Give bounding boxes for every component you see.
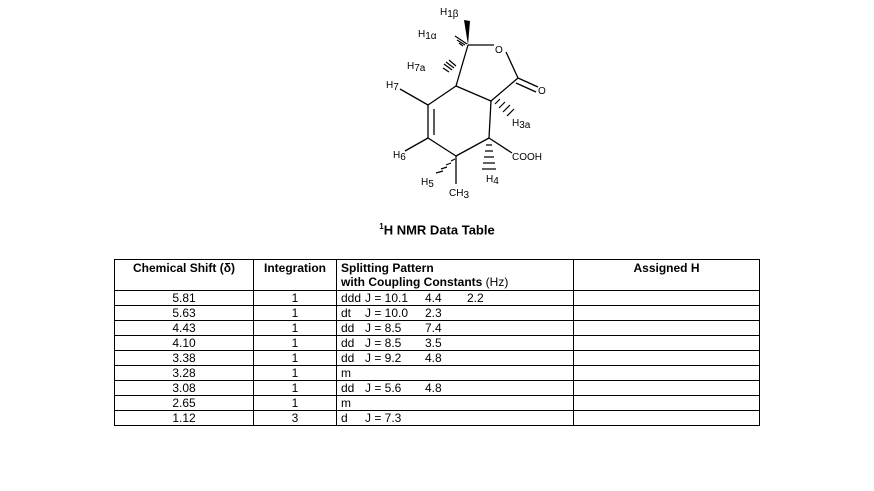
bond-c7a-c7 bbox=[428, 86, 456, 105]
table-header-row bbox=[115, 260, 760, 291]
label-cooh: COOH bbox=[512, 152, 542, 163]
coupling-constant-1: J = 7.3 bbox=[365, 411, 402, 425]
hash-h7a bbox=[443, 60, 456, 72]
cell-assigned-h[interactable] bbox=[574, 306, 760, 321]
coupling-constant-1: J = 8.5 bbox=[365, 321, 402, 335]
coupling-constant-2: 4.4 bbox=[425, 291, 442, 305]
label-ch3: CH3 bbox=[449, 188, 470, 201]
cell-integration: 1 bbox=[254, 321, 337, 336]
splitting-multiplicity: dd bbox=[341, 321, 355, 335]
header-splitting-pattern bbox=[337, 260, 574, 291]
table-body bbox=[115, 291, 760, 426]
cell-integration: 1 bbox=[254, 366, 337, 381]
header-integration: Integration bbox=[254, 260, 337, 291]
cell-splitting-pattern bbox=[337, 411, 574, 426]
bond-c6-c5 bbox=[428, 138, 456, 156]
header-splitting-line1: Splitting Pattern bbox=[341, 261, 434, 275]
coupling-constant-1: J = 8.5 bbox=[365, 336, 402, 350]
cell-chemical-shift: 3.08 bbox=[115, 381, 254, 396]
cell-splitting-pattern bbox=[337, 366, 574, 381]
cell-chemical-shift: 4.10 bbox=[115, 336, 254, 351]
cell-integration: 1 bbox=[254, 396, 337, 411]
label-h7: H7 bbox=[386, 80, 399, 93]
cell-assigned-h[interactable] bbox=[574, 366, 760, 381]
cell-integration: 1 bbox=[254, 351, 337, 366]
coupling-constant-2: 3.5 bbox=[425, 336, 442, 350]
wedge-h1b bbox=[464, 20, 470, 45]
hash-h5 bbox=[436, 159, 455, 173]
cell-chemical-shift: 3.38 bbox=[115, 351, 254, 366]
cell-integration: 1 bbox=[254, 291, 337, 306]
cell-assigned-h[interactable] bbox=[574, 291, 760, 306]
cell-integration: 1 bbox=[254, 306, 337, 321]
splitting-multiplicity: m bbox=[341, 396, 351, 410]
bond-c6-h6 bbox=[405, 138, 428, 151]
bond-c5-c4 bbox=[456, 138, 489, 156]
splitting-multiplicity: dd bbox=[341, 381, 355, 395]
table-row bbox=[115, 336, 760, 351]
cell-splitting-pattern bbox=[337, 336, 574, 351]
coupling-constant-2: 4.8 bbox=[425, 351, 442, 365]
cell-splitting-pattern bbox=[337, 396, 574, 411]
bond-o-c3 bbox=[506, 52, 518, 78]
table-row bbox=[115, 411, 760, 426]
header-assigned-h: Assigned H bbox=[574, 260, 760, 291]
label-h1a: H1α bbox=[418, 29, 437, 42]
table-title bbox=[0, 222, 874, 237]
cell-integration: 1 bbox=[254, 381, 337, 396]
cell-assigned-h[interactable] bbox=[574, 336, 760, 351]
label-h3a: H3a bbox=[512, 118, 531, 131]
wedge-bonds bbox=[464, 20, 470, 45]
table-row bbox=[115, 321, 760, 336]
cell-chemical-shift: 3.28 bbox=[115, 366, 254, 381]
cell-chemical-shift: 5.81 bbox=[115, 291, 254, 306]
coupling-constant-2: 2.3 bbox=[425, 306, 442, 320]
splitting-multiplicity: ddd bbox=[341, 291, 362, 305]
hash-h4 bbox=[482, 145, 496, 169]
coupling-constant-1: J = 10.1 bbox=[365, 291, 409, 305]
label-o-ring: O bbox=[495, 45, 503, 56]
splitting-multiplicity: d bbox=[341, 411, 348, 425]
label-h4: H4 bbox=[486, 174, 499, 187]
table-row bbox=[115, 291, 760, 306]
hash-h3a bbox=[495, 99, 514, 116]
label-h5: H5 bbox=[421, 177, 434, 190]
splitting-multiplicity: dd bbox=[341, 336, 355, 350]
cell-chemical-shift: 5.63 bbox=[115, 306, 254, 321]
coupling-constant-2: 7.4 bbox=[425, 321, 442, 335]
nmr-data-table bbox=[114, 259, 760, 426]
splitting-multiplicity: dd bbox=[341, 351, 355, 365]
coupling-constant-2: 4.8 bbox=[425, 381, 442, 395]
bond-c3-c3a bbox=[491, 78, 518, 101]
cell-splitting-pattern bbox=[337, 306, 574, 321]
cell-splitting-pattern bbox=[337, 321, 574, 336]
label-h7a: H7a bbox=[407, 61, 426, 74]
cell-splitting-pattern bbox=[337, 291, 574, 306]
label-h1b: H1β bbox=[440, 7, 459, 20]
table-row bbox=[115, 351, 760, 366]
header-splitting-unit: (Hz) bbox=[485, 275, 509, 289]
cell-splitting-pattern bbox=[337, 351, 574, 366]
cell-splitting-pattern bbox=[337, 381, 574, 396]
table-row bbox=[115, 381, 760, 396]
label-h6: H6 bbox=[393, 150, 406, 163]
hash-h1a bbox=[455, 36, 467, 46]
coupling-constant-1: J = 5.6 bbox=[365, 381, 402, 395]
cell-assigned-h[interactable] bbox=[574, 351, 760, 366]
table-row bbox=[115, 306, 760, 321]
bond-c7a-c3a bbox=[456, 86, 491, 101]
title-text: H NMR Data Table bbox=[383, 222, 495, 238]
splitting-multiplicity: m bbox=[341, 366, 351, 380]
cell-assigned-h[interactable] bbox=[574, 396, 760, 411]
bond-c4-c3a bbox=[489, 101, 491, 138]
coupling-constant-1: J = 9.2 bbox=[365, 351, 402, 365]
coupling-constant-1: J = 10.0 bbox=[365, 306, 409, 320]
bond-c1-c7a bbox=[456, 45, 468, 86]
cell-assigned-h[interactable] bbox=[574, 411, 760, 426]
cell-integration: 3 bbox=[254, 411, 337, 426]
cell-chemical-shift: 1.12 bbox=[115, 411, 254, 426]
title-superscript: 1 bbox=[379, 222, 384, 231]
header-splitting-line2: with Coupling Constants bbox=[341, 275, 483, 289]
splitting-multiplicity: dt bbox=[341, 306, 352, 320]
cell-assigned-h[interactable] bbox=[574, 381, 760, 396]
table-row bbox=[115, 366, 760, 381]
cell-integration: 1 bbox=[254, 336, 337, 351]
coupling-constant-3: 2.2 bbox=[467, 291, 484, 305]
cell-assigned-h[interactable] bbox=[574, 321, 760, 336]
table-row bbox=[115, 396, 760, 411]
bond-c7-h7 bbox=[400, 89, 428, 105]
label-o-carbonyl: O bbox=[538, 86, 546, 97]
hashed-bonds bbox=[436, 36, 514, 173]
cell-chemical-shift: 4.43 bbox=[115, 321, 254, 336]
cell-chemical-shift: 2.65 bbox=[115, 396, 254, 411]
molecule-structure bbox=[330, 0, 570, 210]
header-chemical-shift: Chemical Shift (δ) bbox=[115, 260, 254, 291]
